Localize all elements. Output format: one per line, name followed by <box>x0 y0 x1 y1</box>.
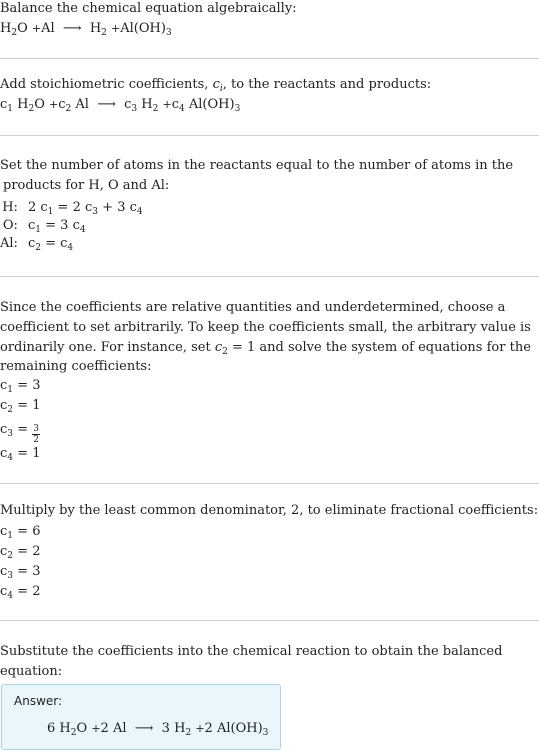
integer-c3: $c_3 = 3$ <box>0 564 41 581</box>
solve-text-line3: ordinarily one. For instance, set $c_2 = 1$ and solve the system of equations for the <box>0 340 531 357</box>
integer-c1: $c_1 = 6$ <box>0 524 41 541</box>
coefficients-intro: Add stoichiometric coefficients, $c_i$, to the reactants and products: <box>0 77 432 94</box>
lcd-text: Multiply by the least common denominator, 2, to eliminate fractional coefficients: <box>0 503 539 518</box>
divider <box>0 135 539 136</box>
equation-row-h: H: 2 $c_1 = 2$ $c_3 + 3$ $c_4$ <box>2 200 143 217</box>
unbalanced-equation: $H_2O +Al$ ⟶ $H_2 +Al(OH)_3$ <box>0 21 172 38</box>
reaction-arrow: ⟶ <box>62 21 82 36</box>
integer-c2: $c_2 = 2$ <box>0 544 41 561</box>
solve-text-line1: Since the coefficients are relative quantities and underdetermined, choose a <box>0 300 506 315</box>
equation-with-coefficients: $c_1$ $H_2O +c_2$ Al ⟶ $c_3$ $H_2 +c_4$ $Al(OH)_3$ <box>0 97 241 114</box>
atom-balance-intro-line2: products for H, O and Al: <box>3 178 170 193</box>
answer-box <box>1 684 281 750</box>
solve-text-line2: coefficient to set arbitrarily. To keep the coefficients small, the arbitrary value is <box>0 320 531 335</box>
solution-c4: $c_4 = 1$ <box>0 446 41 463</box>
substitute-text-line2: equation: <box>0 664 63 679</box>
equation-row-o: O: $c_1 = 3$ $c_4$ <box>2 218 86 235</box>
integer-c4: $c_4 = 2$ <box>0 584 41 601</box>
balanced-equation: 6 $H_2O +2$ Al ⟶ 3 $H_2 +2$ $Al(OH)_3$ <box>47 721 269 738</box>
divider <box>0 620 539 621</box>
substitute-text-line1: Substitute the coefficients into the chemical reaction to obtain the balanced <box>0 644 503 659</box>
atom-balance-intro-line1: Set the number of atoms in the reactants equal to the number of atoms in the <box>0 158 514 173</box>
solution-c3: $c_3$ = $\frac{3}{2}$ <box>0 422 39 445</box>
equation-row-al: Al: $c_2 = c_4$ <box>0 236 74 253</box>
intro-text: Balance the chemical equation algebraically: <box>0 1 297 16</box>
divider <box>0 483 539 484</box>
atom-balance-equations <box>0 199 143 253</box>
solution-c1: $c_1 = 3$ <box>0 378 41 395</box>
answer-label: Answer: <box>14 694 63 708</box>
solution-c2: $c_2 = 1$ <box>0 398 41 415</box>
solve-text-line4: remaining coefficients: <box>0 359 152 374</box>
divider <box>0 58 539 59</box>
divider <box>0 276 539 277</box>
fraction: $\frac{3}{2}$ <box>33 424 39 445</box>
